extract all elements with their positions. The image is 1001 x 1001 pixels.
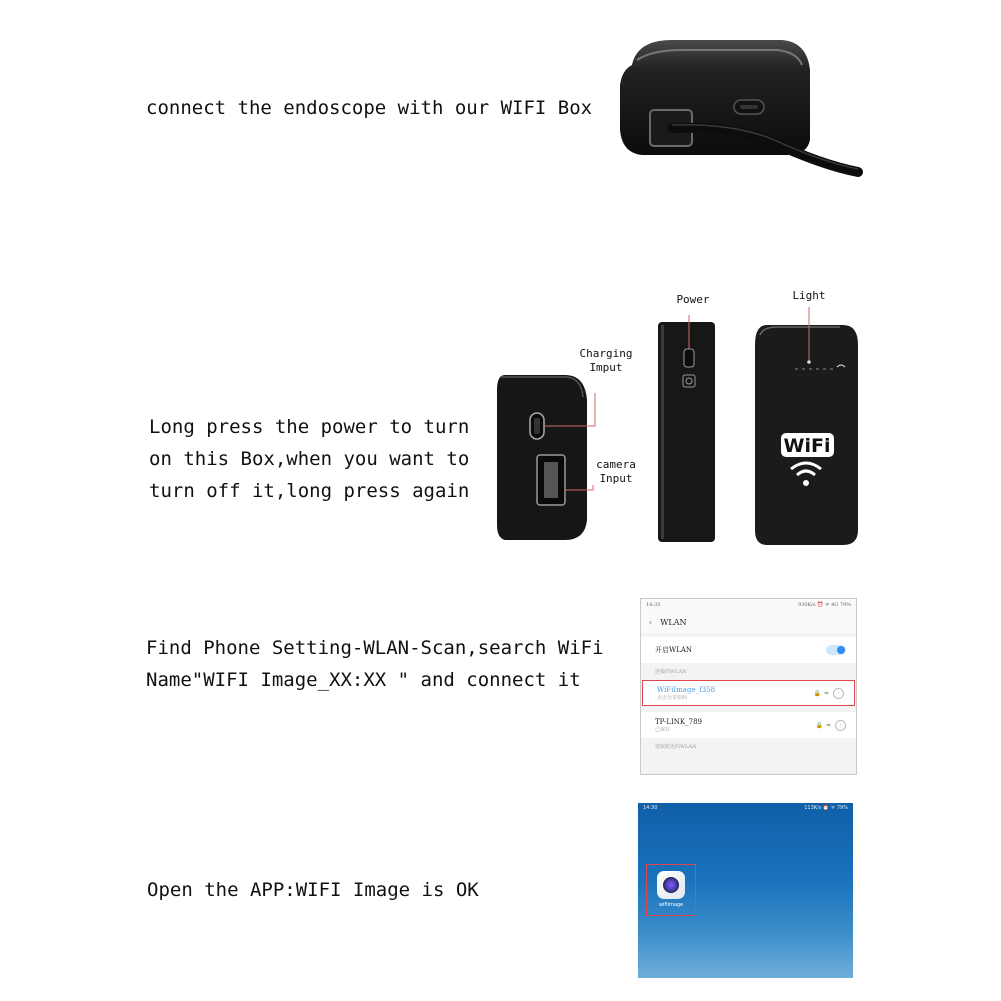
choose-network-section: 选取附近的WLAN (655, 744, 697, 750)
status-bar: 14:30 113K/s ⏰ ᯤ 79% (643, 805, 848, 811)
enable-wlan-row[interactable]: 开启WLAN (641, 637, 856, 663)
wlan-title: WLAN (660, 617, 687, 627)
camera-input-label: camera Input (596, 458, 636, 485)
step4-text: Open the APP:WIFI Image is OK (147, 879, 479, 901)
step3-line2: Name"WIFI Image_XX:XX " and connect it (146, 669, 581, 691)
lock-icon: 🔒 (813, 689, 821, 697)
lock-icon: 🔒 (815, 721, 823, 729)
network-row-wifiimage[interactable]: WiFiImage_f358 点击分享密码 🔒 ≈ › (642, 680, 855, 706)
home-screen-screenshot (638, 803, 853, 978)
step2-line3: turn off it,long press again (149, 480, 470, 502)
charging-input-label: Charging Imput (579, 347, 633, 374)
network-name: WiFiImage_f358 (657, 685, 716, 694)
wifi-logo-text: WiFi (783, 435, 831, 457)
step2-line1: Long press the power to turn (149, 416, 470, 438)
status-bar: 14:35 930K/s ⏰ ᯤ 4G 79% (641, 599, 856, 611)
connected-section-header: 连接的WLAN (655, 669, 687, 675)
wlan-settings-screenshot (640, 598, 857, 775)
step2-line2: on this Box,when you want to (149, 448, 470, 470)
app-icon-highlight[interactable] (646, 864, 696, 916)
wlan-toggle[interactable] (826, 645, 846, 655)
info-arrow-icon[interactable]: › (833, 688, 844, 699)
app-label: wifiImage (658, 902, 684, 908)
wifi-box-with-cable-image (612, 30, 872, 200)
wifi-signal-icon: ≈ (825, 721, 831, 729)
wifi-signal-icon: ≈ (823, 689, 829, 697)
back-chevron-icon[interactable]: ‹ (649, 617, 653, 627)
info-arrow-icon[interactable]: › (835, 720, 846, 731)
light-label: Light (792, 289, 826, 302)
step1-text: connect the endoscope with our WIFI Box (146, 97, 593, 119)
network-name: TP-LINK_789 (655, 717, 702, 726)
wifi-box-views-image (495, 305, 875, 555)
camera-app-icon[interactable] (657, 871, 685, 899)
power-label: Power (676, 293, 710, 306)
network-row-tplink[interactable]: TP-LINK_789 已保存 🔒 ≈ › (641, 712, 856, 738)
step3-line1: Find Phone Setting-WLAN-Scan,search WiFi (146, 637, 604, 659)
wlan-header (641, 611, 856, 633)
